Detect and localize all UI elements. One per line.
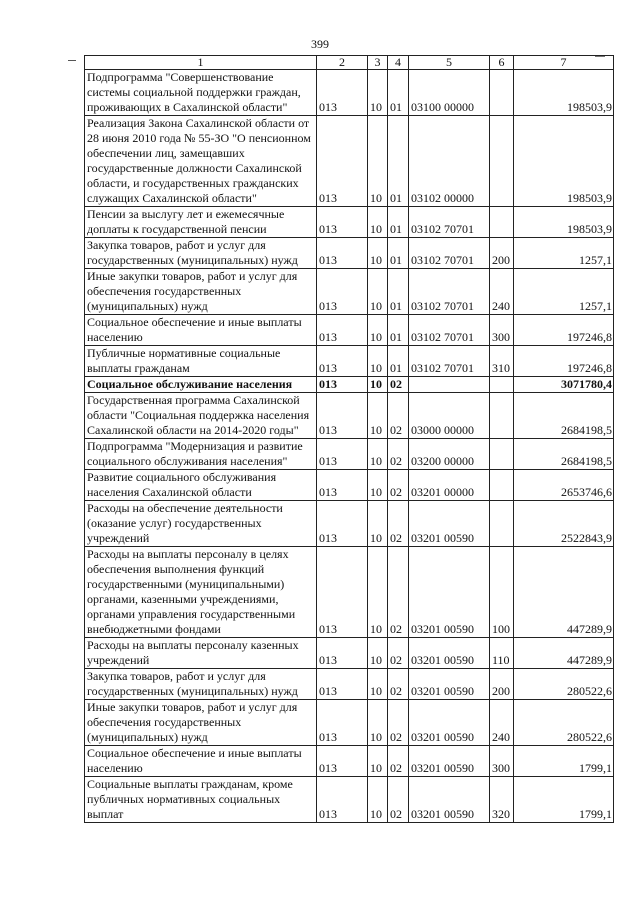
table-row [85, 238, 614, 269]
table-row [85, 746, 614, 777]
row-amount: 2653746,6 [514, 470, 614, 501]
row-amount: 280522,6 [514, 700, 614, 746]
row-name: Реализация Закона Сахалинской области от 28 июня 2010 года № 55-ЗО "О пенсионном обеспечении лиц, замещавших государственные должности Сахалинской области, и государственных гражданских служащих Сахалинской области" [85, 116, 317, 207]
row-code-3: 10 [368, 207, 388, 238]
row-code-6 [490, 470, 514, 501]
row-code-6: 240 [490, 700, 514, 746]
row-amount: 2684198,5 [514, 393, 614, 439]
row-code-6: 320 [490, 777, 514, 823]
row-code-6 [490, 207, 514, 238]
row-code-6: 240 [490, 269, 514, 315]
row-code-3: 10 [368, 346, 388, 377]
row-code-4: 02 [388, 777, 409, 823]
row-code-2: 013 [317, 269, 368, 315]
row-code-4: 01 [388, 238, 409, 269]
row-code-2: 013 [317, 470, 368, 501]
row-name: Закупка товаров, работ и услуг для государственных (муниципальных) нужд [85, 669, 317, 700]
row-name: Подпрограмма "Модернизация и развитие социального обслуживания населения" [85, 439, 317, 470]
header-row [85, 56, 614, 70]
row-code-2: 013 [317, 346, 368, 377]
row-code-2: 013 [317, 377, 368, 393]
row-code-6 [490, 501, 514, 547]
row-name: Расходы на выплаты персоналу казенных учреждений [85, 638, 317, 669]
row-code-5: 03102 70701 [409, 346, 490, 377]
table-row [85, 393, 614, 439]
column-header-5: 5 [409, 56, 490, 70]
row-code-6 [490, 116, 514, 207]
column-header-4: 4 [388, 56, 409, 70]
row-amount: 197246,8 [514, 346, 614, 377]
row-amount: 197246,8 [514, 315, 614, 346]
row-code-2: 013 [317, 501, 368, 547]
table-row [85, 669, 614, 700]
row-code-2: 013 [317, 439, 368, 470]
row-code-2: 013 [317, 669, 368, 700]
row-name: Публичные нормативные социальные выплаты гражданам [85, 346, 317, 377]
row-code-5: 03000 00000 [409, 393, 490, 439]
row-code-6 [490, 70, 514, 116]
row-code-3: 10 [368, 269, 388, 315]
row-code-5: 03201 00590 [409, 746, 490, 777]
row-code-2: 013 [317, 207, 368, 238]
row-code-4: 01 [388, 116, 409, 207]
row-code-4: 01 [388, 346, 409, 377]
column-header-7: 7 [514, 56, 614, 70]
row-code-4: 02 [388, 638, 409, 669]
row-amount: 2522843,9 [514, 501, 614, 547]
row-name: Иные закупки товаров, работ и услуг для обеспечения государственных (муниципальных) нужд [85, 269, 317, 315]
table-row [85, 207, 614, 238]
row-amount: 198503,9 [514, 207, 614, 238]
table-row [85, 547, 614, 638]
row-amount: 198503,9 [514, 70, 614, 116]
budget-table [84, 55, 614, 823]
row-code-3: 10 [368, 439, 388, 470]
row-name: Расходы на выплаты персоналу в целях обеспечения выполнения функций государственными (муниципальными) органами, казенными учреждениями, органами управления государственными внебюджетными фондами [85, 547, 317, 638]
row-code-5: 03200 00000 [409, 439, 490, 470]
row-code-4: 01 [388, 315, 409, 346]
table-row [85, 315, 614, 346]
row-amount: 1257,1 [514, 269, 614, 315]
table-row [85, 470, 614, 501]
row-amount: 2684198,5 [514, 439, 614, 470]
column-header-2: 2 [317, 56, 368, 70]
row-name: Государственная программа Сахалинской области "Социальная поддержка населения Сахалинской области на 2014-2020 годы" [85, 393, 317, 439]
row-code-2: 013 [317, 238, 368, 269]
row-code-6: 300 [490, 746, 514, 777]
row-code-5: 03100 00000 [409, 70, 490, 116]
row-code-6 [490, 393, 514, 439]
row-code-5 [409, 377, 490, 393]
row-code-5: 03102 70701 [409, 315, 490, 346]
row-code-3: 10 [368, 393, 388, 439]
row-name: Закупка товаров, работ и услуг для государственных (муниципальных) нужд [85, 238, 317, 269]
row-code-4: 02 [388, 746, 409, 777]
row-code-3: 10 [368, 501, 388, 547]
row-code-4: 02 [388, 377, 409, 393]
row-code-2: 013 [317, 700, 368, 746]
row-code-3: 10 [368, 70, 388, 116]
row-code-3: 10 [368, 669, 388, 700]
row-amount: 447289,9 [514, 638, 614, 669]
row-code-5: 03201 00590 [409, 501, 490, 547]
row-amount: 280522,6 [514, 669, 614, 700]
row-code-5: 03201 00590 [409, 669, 490, 700]
row-code-4: 02 [388, 669, 409, 700]
row-name: Социальное обеспечение и иные выплаты населению [85, 746, 317, 777]
row-amount: 1799,1 [514, 746, 614, 777]
row-code-5: 03201 00590 [409, 547, 490, 638]
row-code-4: 01 [388, 70, 409, 116]
row-code-5: 03201 00000 [409, 470, 490, 501]
table-row [85, 700, 614, 746]
row-name: Пенсии за выслугу лет и ежемесячные доплаты к государственной пенсии [85, 207, 317, 238]
row-code-3: 10 [368, 116, 388, 207]
row-code-5: 03201 00590 [409, 777, 490, 823]
row-code-2: 013 [317, 315, 368, 346]
row-code-4: 02 [388, 501, 409, 547]
row-code-5: 03102 70701 [409, 269, 490, 315]
row-code-3: 10 [368, 638, 388, 669]
row-code-6: 200 [490, 238, 514, 269]
row-code-5: 03201 00590 [409, 700, 490, 746]
table-row [85, 501, 614, 547]
table-row [85, 377, 614, 393]
row-code-6: 110 [490, 638, 514, 669]
row-name: Развитие социального обслуживания населения Сахалинской области [85, 470, 317, 501]
row-code-5: 03201 00590 [409, 638, 490, 669]
column-header-6: 6 [490, 56, 514, 70]
row-code-5: 03102 70701 [409, 207, 490, 238]
table-row [85, 638, 614, 669]
table-row [85, 439, 614, 470]
row-code-4: 01 [388, 269, 409, 315]
row-code-4: 02 [388, 439, 409, 470]
row-code-3: 10 [368, 377, 388, 393]
row-code-4: 02 [388, 700, 409, 746]
row-amount: 3071780,4 [514, 377, 614, 393]
column-header-3: 3 [368, 56, 388, 70]
row-code-2: 013 [317, 638, 368, 669]
row-code-6 [490, 377, 514, 393]
row-code-2: 013 [317, 116, 368, 207]
row-name: Социальные выплаты гражданам, кроме публичных нормативных социальных выплат [85, 777, 317, 823]
row-amount: 198503,9 [514, 116, 614, 207]
row-code-2: 013 [317, 547, 368, 638]
row-code-4: 02 [388, 547, 409, 638]
row-code-3: 10 [368, 315, 388, 346]
row-code-3: 10 [368, 746, 388, 777]
row-code-2: 013 [317, 746, 368, 777]
row-amount: 1257,1 [514, 238, 614, 269]
table-row [85, 346, 614, 377]
row-code-6 [490, 439, 514, 470]
row-code-3: 10 [368, 700, 388, 746]
table-row [85, 70, 614, 116]
row-code-5: 03102 00000 [409, 116, 490, 207]
row-code-4: 02 [388, 393, 409, 439]
row-amount: 1799,1 [514, 777, 614, 823]
table-row [85, 777, 614, 823]
row-code-3: 10 [368, 470, 388, 501]
row-code-4: 01 [388, 207, 409, 238]
row-code-2: 013 [317, 777, 368, 823]
row-code-6: 100 [490, 547, 514, 638]
row-code-2: 013 [317, 393, 368, 439]
row-name: Социальное обслуживание населения [85, 377, 317, 393]
column-header-1: 1 [85, 56, 317, 70]
row-code-6: 300 [490, 315, 514, 346]
row-name: Социальное обеспечение и иные выплаты населению [85, 315, 317, 346]
row-name: Иные закупки товаров, работ и услуг для обеспечения государственных (муниципальных) нужд [85, 700, 317, 746]
table-row [85, 116, 614, 207]
row-code-6: 200 [490, 669, 514, 700]
row-name: Расходы на обеспечение деятельности (оказание услуг) государственных учреждений [85, 501, 317, 547]
table-row [85, 269, 614, 315]
row-code-4: 02 [388, 470, 409, 501]
page-number: 399 [311, 37, 329, 51]
row-code-2: 013 [317, 70, 368, 116]
row-name: Подпрограмма "Совершенствование системы социальной поддержки граждан, проживающих в Сахалинской области" [85, 70, 317, 116]
margin-dash [68, 60, 76, 61]
row-code-3: 10 [368, 777, 388, 823]
row-code-6: 310 [490, 346, 514, 377]
row-amount: 447289,9 [514, 547, 614, 638]
row-code-3: 10 [368, 547, 388, 638]
row-code-3: 10 [368, 238, 388, 269]
row-code-5: 03102 70701 [409, 238, 490, 269]
